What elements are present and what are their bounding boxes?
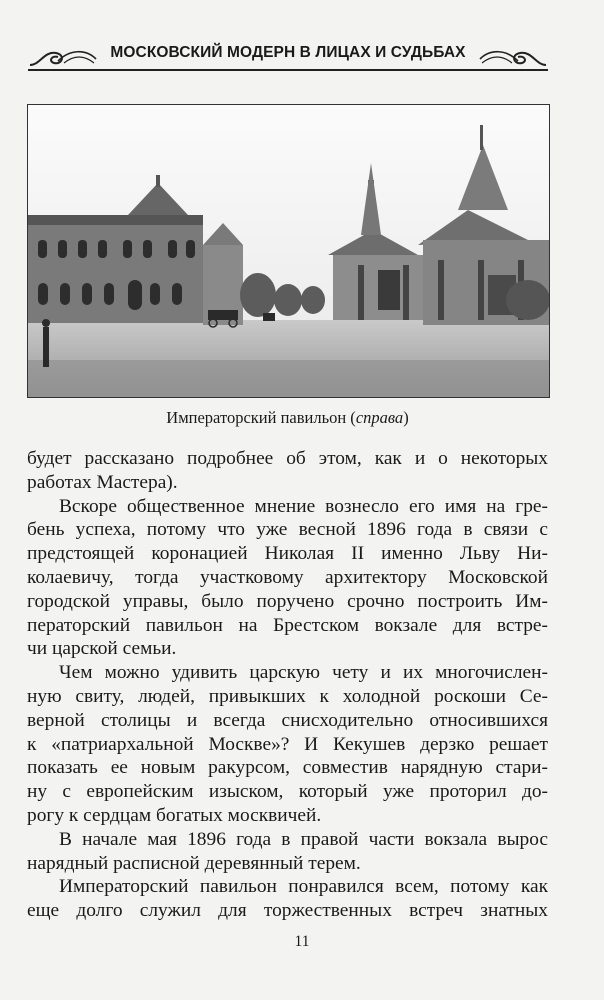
- text-line: колаевичу, тогда участковому архитектору Московской: [27, 566, 548, 588]
- text-line: ную свиту, людей, привыкших к холодной роскоши Се-: [27, 685, 548, 707]
- text-line: работах Мастера).: [27, 471, 178, 493]
- text-line: будет рассказано подробнее об этом, как и о некоторых: [27, 448, 548, 469]
- text-line: городской управы, было поручено срочно построить Им-: [27, 590, 548, 612]
- ornament-right-icon: [478, 41, 548, 71]
- text-line: В начале мая 1896 года в правой части вокзала вырос: [59, 828, 548, 850]
- text-line: еще долго служил для торжественных встреч знатных: [27, 900, 548, 922]
- body-text: [27, 447, 548, 923]
- text-line: Вскоре общественное мнение вознесло его имя на гре-: [59, 495, 548, 517]
- text-line: к «патриархальной Москве»? И Кекушев дерзко решает: [27, 733, 548, 755]
- text-line: чи царской семьи.: [27, 638, 177, 660]
- header-rule: [28, 69, 548, 71]
- photo-caption: [27, 408, 548, 428]
- text-line: Чем можно удивить царскую чету и их многочислен-: [59, 662, 548, 684]
- text-line: ну с европейским изыском, который уже проторил до-: [27, 781, 548, 803]
- text-line: ператорский павильон на Брестском вокзале для встре-: [27, 614, 548, 636]
- text-line: бень успеха, потому что уже весной 1896 года в связи с: [27, 519, 548, 541]
- text-line: Императорский павильон понравился всем, потому как: [59, 876, 548, 898]
- text-line: нарядный расписной деревянный терем.: [27, 852, 361, 874]
- caption-text: Императорский павильон (: [166, 408, 356, 427]
- text-line: показать ее новым ракурсом, совместив нарядную стари-: [27, 757, 548, 779]
- caption-italic: справа: [355, 408, 404, 427]
- text-line: рогу к сердцам богатых москвичей.: [27, 804, 322, 826]
- caption-end: ): [403, 408, 409, 427]
- page-header-title: МОСКОВСКИЙ МОДЕРН В ЛИЦАХ И СУДЬБАХ: [110, 44, 466, 61]
- page-number: 11: [294, 933, 310, 950]
- historical-photo: [27, 104, 550, 398]
- text-line: верной столицы и всегда снисходительно относившихся: [27, 709, 548, 731]
- text-line: предстоящей коронацией Николая II именно Льву Ни-: [27, 543, 548, 565]
- running-header: [28, 38, 548, 72]
